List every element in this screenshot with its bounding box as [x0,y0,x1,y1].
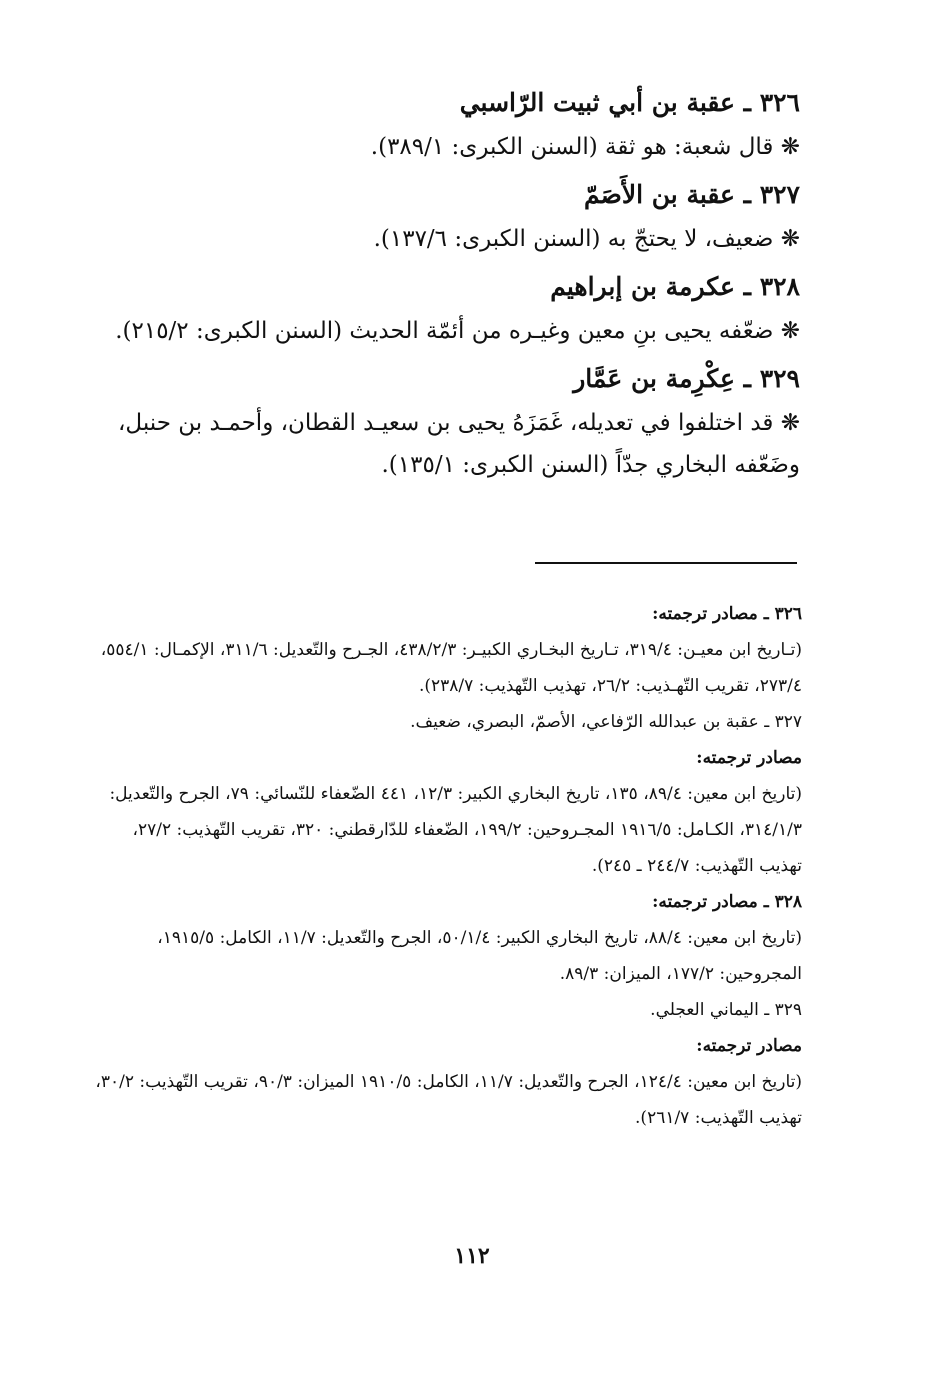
entry-heading: ٣٢٨ ـ عكرمة بن إبراهيم [550,272,800,301]
footnote-subheading: مصادر ترجمته: [696,1036,802,1056]
footnotes [90,596,802,1136]
footnote-text: (تاريخ ابن معين: ٨٩/٤، ١٣٥، تاريخ البخاري الكبير: ١٢/٣، ٤٤١ الضّعفاء للنّسائي: ٧٩، الجرح والتّعديل: ٣١٤/١/٣، الكـامل: ١٩١٦/٥ المجـروحين: ١٩٩/٢، الضّعفاء للدّارقطني: ٣٢٠، تقريب التّهذيب: ٢٧/٢، تهذيب التّهذيب: ٢٤٤/٧ ـ ٢٤٥). [109,784,802,876]
footnote-text: (تاريخ ابن معين: ١٢٤/٤، الجرح والتّعديل: ١١/٧، الكامل: ١٩١٠/٥ الميزان: ٩٠/٣، تقريب التّهذيب: ٣٠/٢، تهذيب التّهذيب: ٢٦١/٧). [95,1072,802,1128]
page-number: ١١٢ [454,1243,490,1269]
entry-heading: ٣٢٦ ـ عقبة بن أبي ثبيت الرّاسبي [459,88,800,117]
entry-heading: ٣٢٩ ـ عِكْرِمة بن عَمَّار [573,364,800,393]
footnote-heading: ٣٢٨ ـ مصادر ترجمته: [652,892,802,912]
footnote-divider [535,562,797,564]
footnote-heading: ٣٢٧ ـ عقبة بن عبدالله الرّفاعي، الأصمّ، البصري، ضعيف. [410,712,802,732]
entry-text: ❋ قال شعبة: هو ثقة (السنن الكبرى: ٣٨٩/١). [370,134,800,160]
main-entries [95,80,800,490]
footnote-subheading: مصادر ترجمته: [696,748,802,768]
entry-text: ❋ قد اختلفوا في تعديله، غَمَزَهُ يحيى بن سعيـد القطان، وأحمـد بن حنبل، وضَعّفه البخاري جدّاً (السنن الكبرى: ١٣٥/١). [118,410,800,478]
footnote-heading: ٣٢٦ ـ مصادر ترجمته: [652,604,802,624]
entry-heading: ٣٢٧ ـ عقبة بن الأَصَمّ [583,180,800,209]
footnote-text: (تاريخ ابن معين: ٨٨/٤، تاريخ البخاري الكبير: ٥٠/١/٤، الجرح والتّعديل: ١١/٧، الكامل: ١٩١٥/٥، المجروحين: ١٧٧/٢، الميزان: ٨٩/٣. [157,928,802,984]
entry-text: ❋ ضعّفه يحيى بنِ معين وغيـره من أئمّة الحديث (السنن الكبرى: ٢١٥/٢). [115,318,800,344]
footnote-heading: ٣٢٩ ـ اليماني العجلي. [650,1000,802,1020]
entry-text: ❋ ضعيف، لا يحتجّ به (السنن الكبرى: ١٣٧/٦). [373,226,800,252]
footnote-text: (تـاريخ ابن معيـن: ٣١٩/٤، تـاريخ البخـاري الكبيـر: ٤٣٨/٢/٣، الجـرح والتّعديل: ٣١١/٦، الإكمـال: ٥٥٤/١، ٢٧٣/٤، تقريب التّهـذيب: ٢٦/٢، تهذيب التّهذيب: ٢٣٨/٧). [100,640,802,696]
